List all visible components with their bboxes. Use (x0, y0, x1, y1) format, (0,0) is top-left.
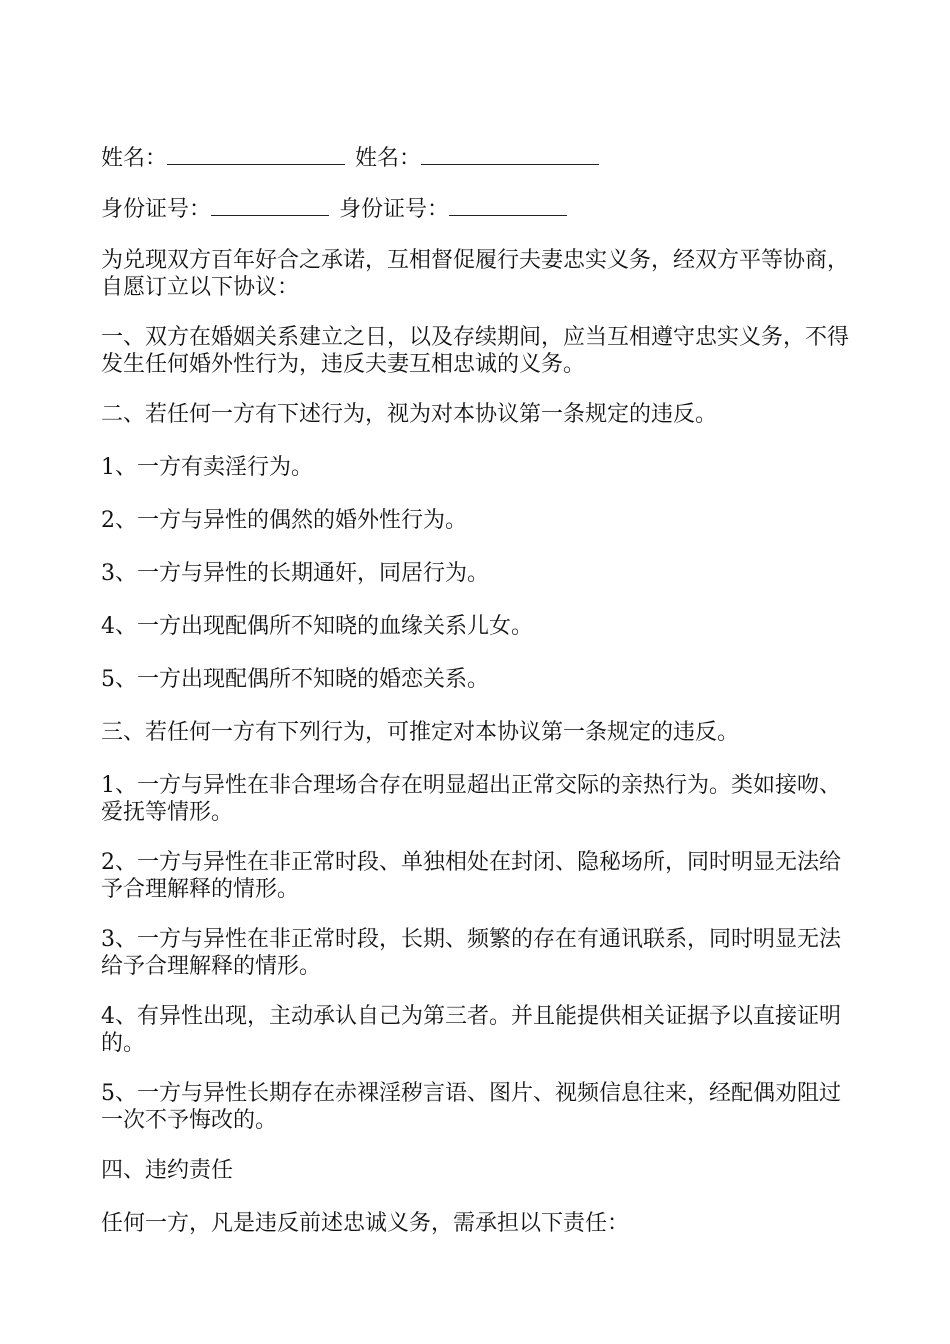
name-label-1: 姓名： (101, 146, 168, 171)
name-label-2: 姓名： (355, 146, 422, 171)
document-page (101, 142, 853, 1237)
id-row (101, 193, 853, 223)
clause-1-paragraph: 一、双方在婚姻关系建立之日，以及存续期间，应当互相遵守忠实义务，不得发生任何婚外性行为，违反夫妻互相忠诚的义务。 (101, 325, 850, 377)
clause-3-item-5: 5、一方与异性长期存在赤裸淫秽言语、图片、视频信息往来，经配偶劝阻过一次不予悔改的。 (101, 1081, 841, 1133)
name-blank-2[interactable] (421, 142, 599, 165)
id-blank-2[interactable] (449, 193, 567, 216)
clause-4-heading: 四、违约责任 (101, 1158, 234, 1183)
name-row (101, 142, 853, 172)
clause-3-heading: 三、若任何一方有下列行为，可推定对本协议第一条规定的违反。 (101, 720, 740, 745)
clause-3-item-3: 3、一方与异性在非正常时段，长期、频繁的存在有通讯联系，同时明显无法给予合理解释的情形。 (101, 927, 841, 979)
id-label-2: 身份证号： (339, 197, 450, 222)
clause-2-item-3: 3、一方与异性的长期通奸，同居行为。 (101, 561, 489, 586)
id-label-1: 身份证号： (101, 197, 212, 222)
clause-2-item-2: 2、一方与异性的偶然的婚外性行为。 (101, 508, 467, 533)
clause-3-item-1: 1、一方与异性在非合理场合存在明显超出正常交际的亲热行为。类如接吻、爱抚等情形。 (101, 773, 841, 825)
clause-2-item-5: 5、一方出现配偶所不知晓的婚恋关系。 (101, 667, 489, 692)
clause-2-heading: 二、若任何一方有下述行为，视为对本协议第一条规定的违反。 (101, 402, 718, 427)
clause-3-item-2: 2、一方与异性在非正常时段、单独相处在封闭、隐秘场所，同时明显无法给予合理解释的情形。 (101, 850, 841, 902)
clause-3-item-4: 4、有异性出现，主动承认自己为第三者。并且能提供相关证据予以直接证明的。 (101, 1004, 841, 1056)
id-blank-1[interactable] (211, 193, 329, 216)
name-blank-1[interactable] (167, 142, 345, 165)
clause-2-item-4: 4、一方出现配偶所不知晓的血缘关系儿女。 (101, 614, 533, 639)
clause-2-item-1: 1、一方有卖淫行为。 (101, 455, 313, 480)
preamble-paragraph: 为兑现双方百年好合之承诺，互相督促履行夫妻忠实义务，经双方平等协商，自愿订立以下协议： (101, 248, 850, 300)
liability-intro-paragraph: 任何一方，凡是违反前述忠诚义务，需承担以下责任： (101, 1211, 630, 1236)
